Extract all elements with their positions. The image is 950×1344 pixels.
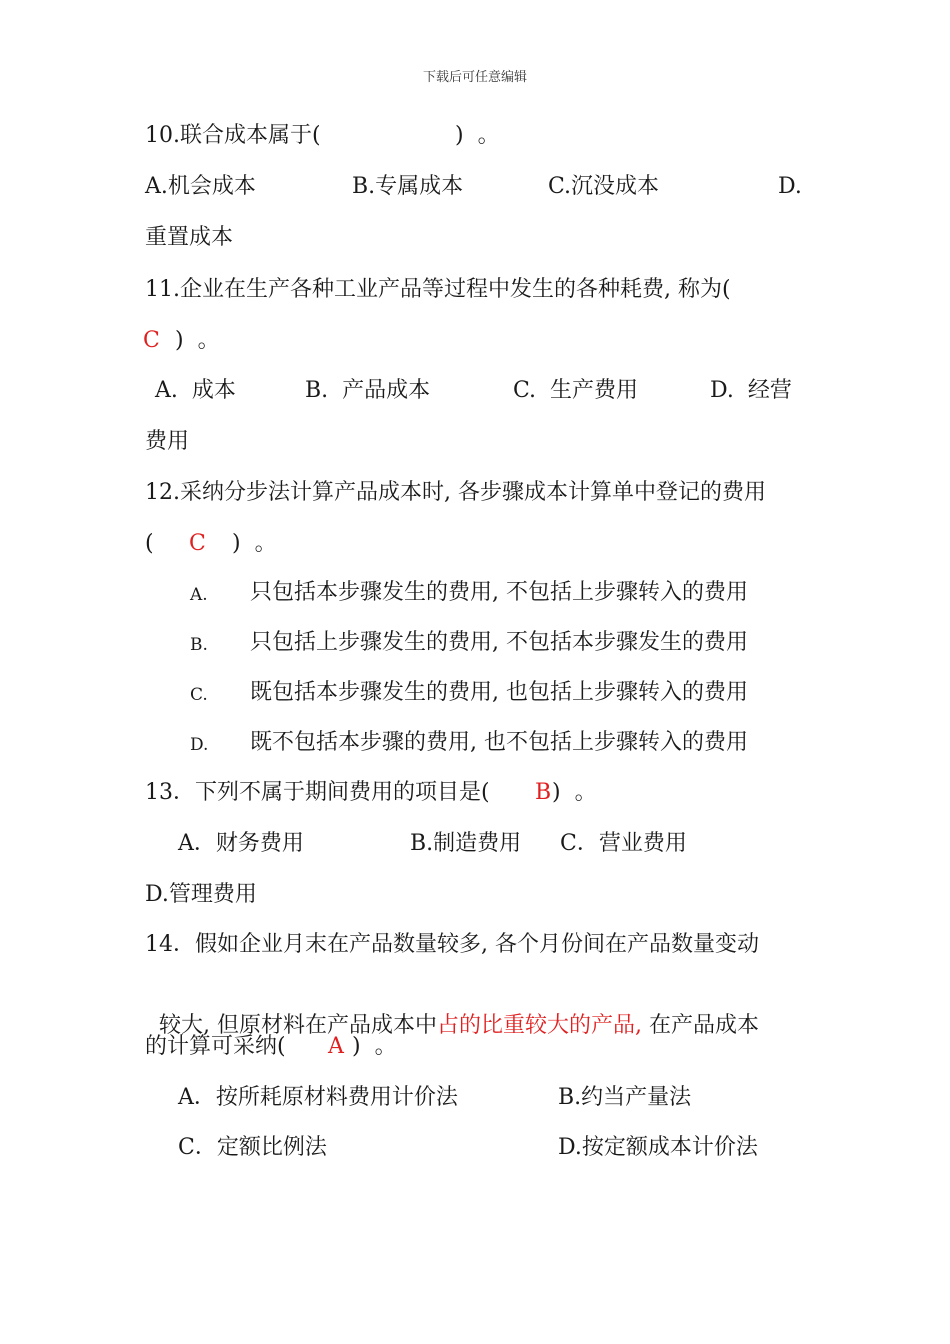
- q12-answer: C: [189, 531, 206, 556]
- q14-option-d: D.按定额成本计价法: [558, 1135, 758, 1160]
- q10-option-c: C.沉没成本: [548, 174, 660, 199]
- q13-close: ) 。: [552, 780, 597, 805]
- q12-open: (: [145, 531, 154, 556]
- q14-stem-line2-end: 在产品成本: [642, 1013, 759, 1038]
- q11-option-c: C. 生产费用: [513, 378, 639, 403]
- q11-answer: C: [143, 328, 160, 353]
- q11-option-d-letter: D. 经营: [710, 378, 792, 403]
- q11-close: ) 。: [175, 328, 220, 353]
- q14-option-b: B.约当产量法: [558, 1085, 692, 1110]
- page-header: 下载后可任意编辑: [422, 70, 527, 85]
- q14-answer: A: [328, 1034, 344, 1059]
- q14-stem-line3: 的计算可采纳(: [145, 1034, 286, 1059]
- q10-option-a: A.机会成本: [145, 174, 256, 199]
- q12-option-b-letter: B.: [190, 635, 208, 655]
- q13-answer: B: [535, 780, 552, 805]
- q12-option-c-letter: C.: [190, 685, 208, 705]
- q12-option-a-text: 只包括本步骤发生的费用, 不包括上步骤转入的费用: [250, 580, 748, 605]
- q12-option-d-text: 既不包括本步骤的费用, 也不包括上步骤转入的费用: [250, 730, 748, 755]
- q14-close: ) 。: [352, 1034, 397, 1059]
- q13-option-d: D.管理费用: [145, 882, 257, 907]
- q10-close: ) 。: [455, 123, 500, 148]
- q14-stem-highlight: 占的比重较大的产品,: [437, 1013, 642, 1038]
- q12-close: ) 。: [232, 531, 277, 556]
- q14-option-a: A．按所耗原材料费用计价法: [178, 1085, 458, 1110]
- q12-option-b-text: 只包括上步骤发生的费用, 不包括本步骤发生的费用: [250, 630, 748, 655]
- q12-option-a-letter: A.: [190, 585, 208, 605]
- q13-option-a: A．财务费用: [178, 831, 304, 856]
- q10-stem: 10.联合成本属于(: [145, 123, 321, 148]
- q12-option-d-letter: D.: [190, 735, 209, 755]
- q14-option-c: C．定额比例法: [178, 1135, 327, 1160]
- q10-option-d-text: 重置成本: [145, 225, 234, 250]
- q12-stem: 12.采纳分步法计算产品成本时, 各步骤成本计算单中登记的费用: [145, 480, 766, 505]
- q14-stem-line1: 14．假如企业月末在产品数量较多, 各个月份间在产品数量变动: [145, 932, 759, 957]
- q13-option-c: C．营业费用: [560, 831, 687, 856]
- q13-option-b: B.制造费用: [410, 831, 522, 856]
- q11-option-b: B. 产品成本: [305, 378, 431, 403]
- q13-stem: 13．下列不属于期间费用的项目是(: [145, 780, 490, 805]
- q10-option-d-letter: D.: [778, 174, 802, 199]
- q12-option-c-text: 既包括本步骤发生的费用, 也包括上步骤转入的费用: [250, 680, 748, 705]
- q10-option-b: B.专属成本: [352, 174, 464, 199]
- q14-stem-line2-start: 较大, 但原材料在产品成本中: [159, 1013, 437, 1038]
- q11-option-d-text: 费用: [145, 429, 190, 454]
- q11-option-a: A. 成本: [155, 378, 236, 403]
- q11-stem: 11.企业在生产各种工业产品等过程中发生的各种耗费, 称为(: [145, 277, 731, 302]
